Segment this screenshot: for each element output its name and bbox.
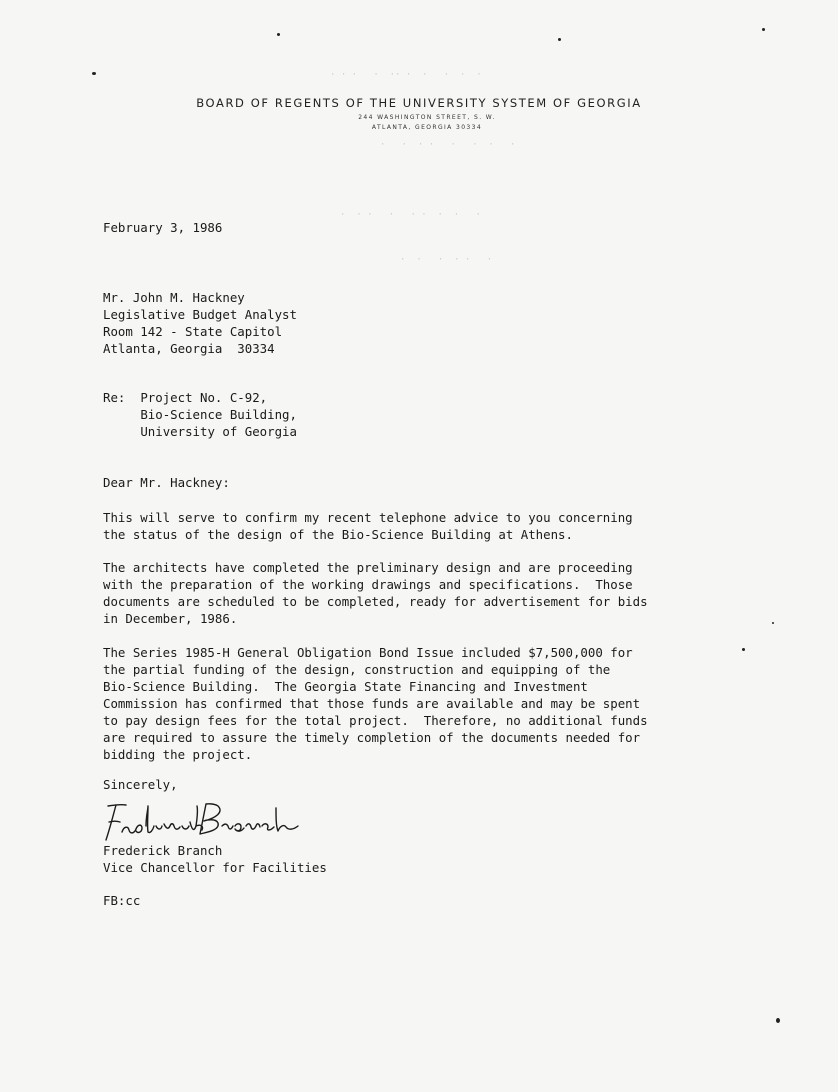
addressee-block [103,289,297,357]
body-paragraph [103,509,633,543]
addressee-city: Atlanta, Georgia 30334 [103,341,275,356]
paragraph-line: documents are scheduled to be completed, ready for advertisement for bids [103,594,648,609]
addressee-room: Room 142 - State Capitol [103,324,283,339]
bleed-through-mark: · · · · ·· · · · · · [330,70,482,80]
paragraph-line: the partial funding of the design, construction and equipping of the [103,662,611,677]
closing: Sincerely, [103,777,178,792]
scan-speck [277,33,280,36]
reference-block [103,389,297,440]
paragraph-line: with the preparation of the working drawings and specifications. Those [103,577,633,592]
scan-speck [772,622,774,624]
body-paragraph [103,644,648,763]
signer-name: Frederick Branch [103,843,223,858]
paragraph-line: the status of the design of the Bio-Science Building at Athens. [103,527,573,542]
paragraph-line: to pay design fees for the total project. Therefore, no additional funds [103,713,648,728]
letterhead-organization: BOARD OF REGENTS OF THE UNIVERSITY SYSTEM OF GEORGIA [196,96,642,110]
body-paragraph [103,559,648,627]
typist-initials: FB:cc [103,893,141,908]
bleed-through-mark: · · · · · · [400,255,493,265]
letter-date: February 3, 1986 [103,220,223,235]
letterhead-street: 244 WASHINGTON STREET, S. W. [358,114,496,121]
bleed-through-mark: · · · · · · · · · [340,210,481,220]
bleed-through-mark: · · · · · · · · [380,140,516,150]
handwritten-signature [98,796,308,846]
scan-speck [742,648,745,651]
paragraph-line: The architects have completed the preliminary design and are proceeding [103,560,633,575]
letterhead-address [0,113,838,133]
letterhead [0,96,838,133]
paragraph-line: The Series 1985-H General Obligation Bond Issue included $7,500,000 for [103,645,633,660]
paragraph-line: in December, 1986. [103,611,238,626]
signer-title: Vice Chancellor for Facilities [103,860,327,875]
salutation: Dear Mr. Hackney: [103,475,230,490]
letterhead-city: ATLANTA, GEORGIA 30334 [371,124,483,131]
scan-speck [558,38,561,41]
signer-block [103,842,327,876]
paragraph-line: Commission has confirmed that those funds are available and may be spent [103,696,641,711]
scan-speck [762,28,765,31]
paragraph-line: This will serve to confirm my recent telephone advice to you concerning [103,510,633,525]
reference-line: Project No. C-92, [140,390,268,405]
paragraph-line: Bio-Science Building. The Georgia State Financing and Investment [103,679,588,694]
reference-label: Re: [103,390,126,405]
addressee-title: Legislative Budget Analyst [103,307,297,322]
scan-speck [776,1018,780,1023]
paragraph-line: are required to assure the timely completion of the documents needed for [103,730,641,745]
reference-line: Bio-Science Building, [140,407,297,422]
addressee-name: Mr. John M. Hackney [103,290,245,305]
paragraph-line: bidding the project. [103,747,253,762]
reference-line: University of Georgia [140,424,297,439]
scan-speck [92,72,96,75]
